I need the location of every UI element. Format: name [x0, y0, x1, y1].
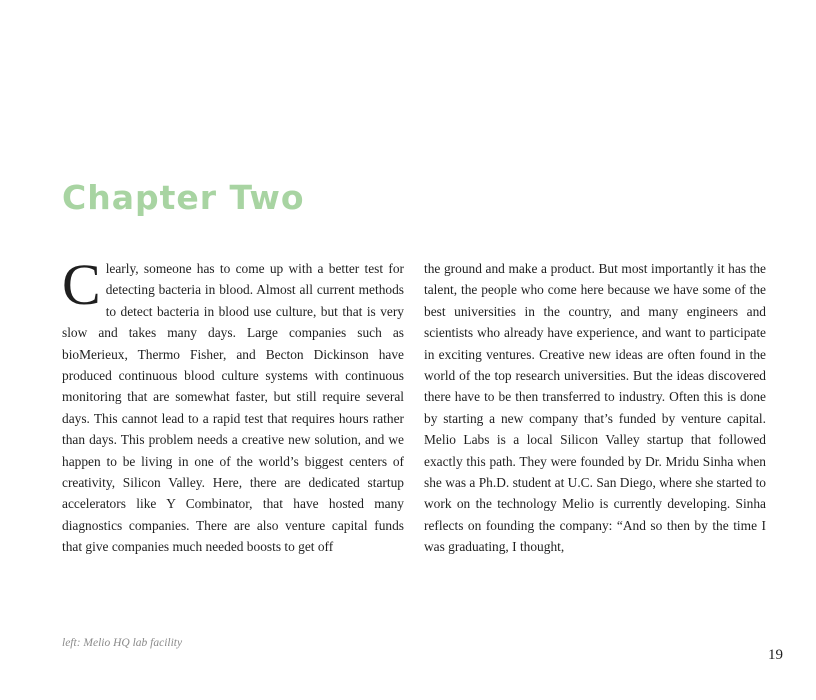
body-column-left [62, 252, 404, 558]
page-number: 19 [768, 647, 783, 663]
body-text-right: the ground and make a product. But most importantly it has the talent, the people who come here because we have some of the best universities in the country, and many engineers and scientists who already have experience, and want to participate in exciting ventures. Creative new ideas are often found in the world of the top research universities. But the ideas discovered there have to be then transferred to industry. Often this is done by starting a new company that’s funded by venture capital. Melio Labs is a local Silicon Valley startup that followed exactly this path. They were founded by Dr. Mridu Sinha when she was a Ph.D. student at U.C. San Diego, where she started to work on the technology Melio is currently developing. Sinha reflects on founding the company: “And so then by the time I was graduating, I thought, [424, 261, 766, 555]
drop-cap: C [62, 252, 101, 317]
image-caption: left: Melio HQ lab facility [62, 637, 183, 649]
body-text-left: learly, someone has to come up with a better test for detecting bacteria in blood. Almost all current methods to detect bacteria in blood use culture, but that is very slow and takes many days. Large companies such as bioMerieux, Thermo Fisher, and Becton Dickinson have produced continuous blood culture systems with continuous monitoring that are somewhat faster, but still require several days. This cannot lead to a rapid test that requires hours rather than days. This problem needs a creative new solution, and we happen to be living in one of the world’s biggest centers of creativity, Silicon Valley. Here, there are dedicated startup accelerators like Y Combinator, that have hosted many diagnostics companies. There are also venture capital funds that give companies much needed boosts to get off [62, 261, 404, 555]
body-column-right [424, 258, 766, 558]
chapter-title: Chapter Two [62, 178, 305, 217]
